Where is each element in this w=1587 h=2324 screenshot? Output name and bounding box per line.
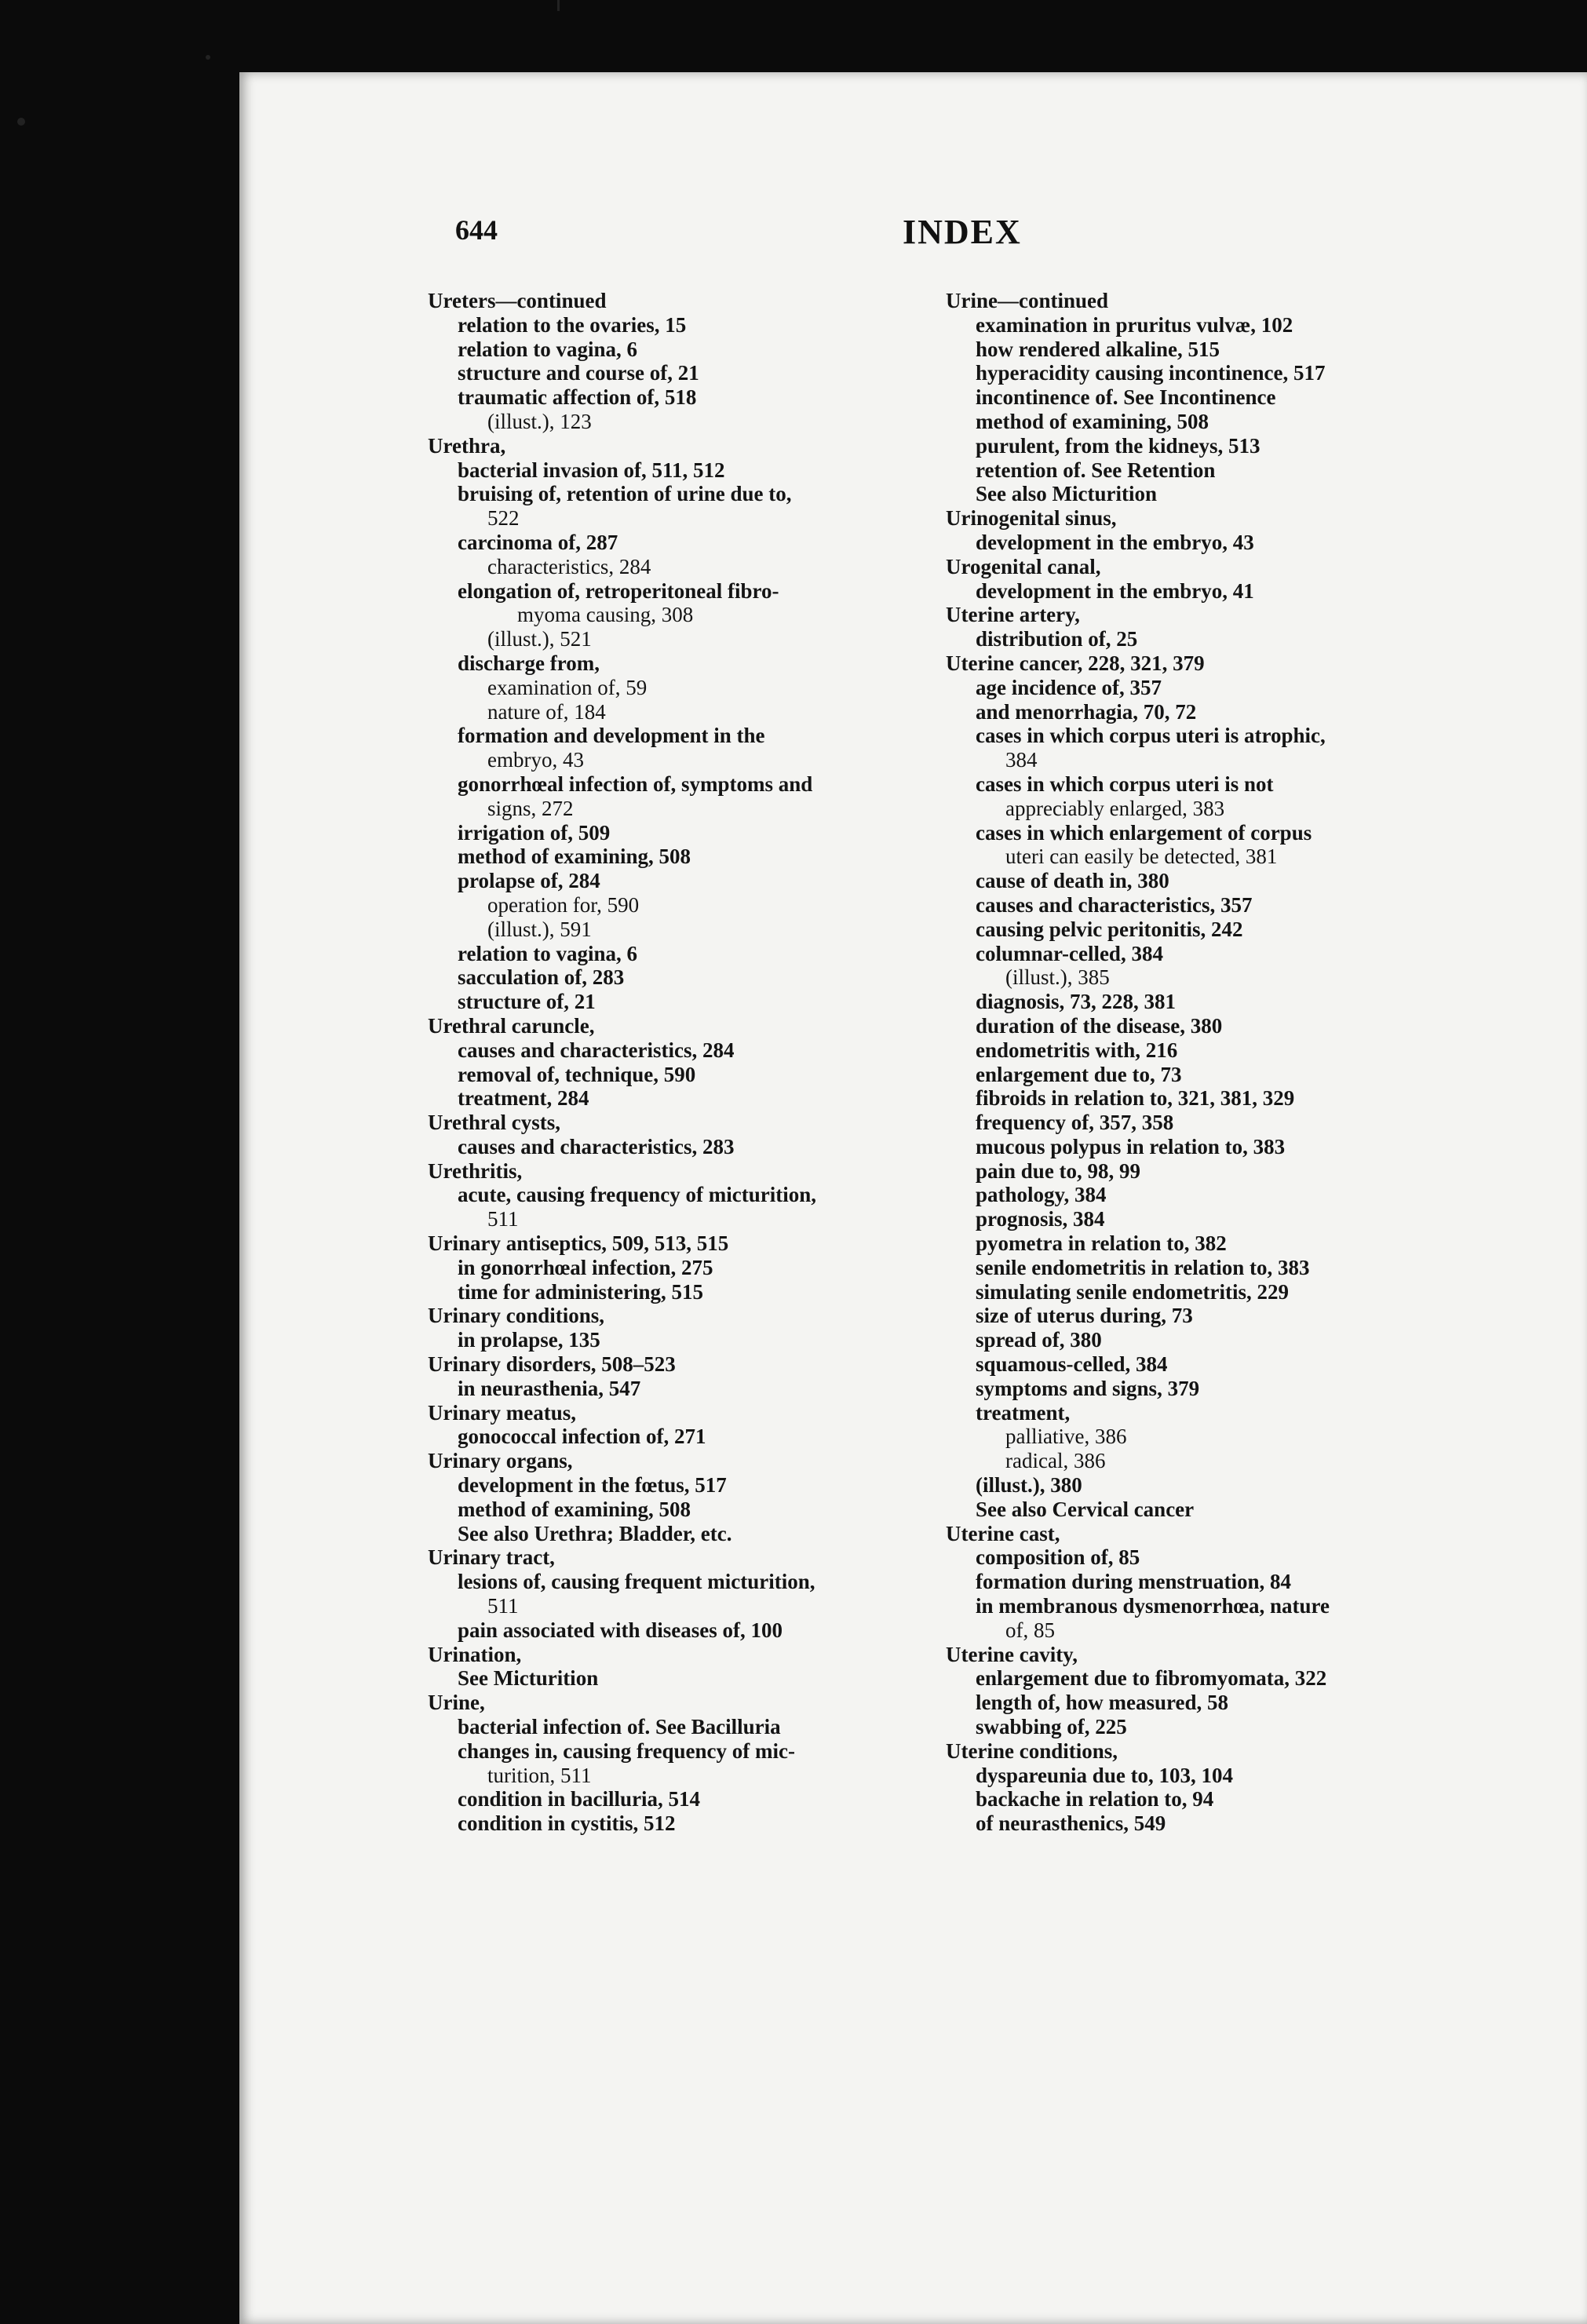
index-entry: method of examining, 508 bbox=[976, 409, 1209, 433]
index-entry: Urethral cysts, bbox=[428, 1111, 560, 1135]
index-entry: cause of death in, 380 bbox=[976, 869, 1169, 893]
index-entry: Urethritis, bbox=[428, 1158, 523, 1183]
index-entry: operation for, 590 bbox=[487, 892, 640, 917]
index-entry: retention of. See Retention bbox=[976, 458, 1216, 482]
index-entry: (illust.), 380 bbox=[976, 1473, 1082, 1498]
index-entry: removal of, technique, 590 bbox=[458, 1062, 696, 1086]
index-entry: palliative, 386 bbox=[1005, 1425, 1127, 1449]
index-entry: Urogenital canal, bbox=[946, 554, 1101, 578]
index-entry: 522 bbox=[487, 506, 520, 531]
index-entry: lesions of, causing frequent micturition, bbox=[458, 1570, 815, 1594]
index-entry: senile endometritis in relation to, 383 bbox=[976, 1255, 1310, 1279]
index-entry: 384 bbox=[1005, 748, 1038, 772]
index-entry: signs, 272 bbox=[487, 796, 574, 820]
index-entry: how rendered alkaline, 515 bbox=[976, 337, 1220, 361]
index-entry: 511 bbox=[487, 1594, 519, 1618]
index-entry: nature of, 184 bbox=[487, 699, 606, 724]
index-entry: See Micturition bbox=[458, 1666, 599, 1691]
index-entry: gonococcal infection of, 271 bbox=[458, 1425, 706, 1449]
index-entry: (illust.), 591 bbox=[487, 917, 592, 941]
index-entry: Uterine artery, bbox=[946, 603, 1080, 627]
index-entry: formation during menstruation, 84 bbox=[976, 1570, 1292, 1594]
index-entry: length of, how measured, 58 bbox=[976, 1691, 1229, 1715]
index-entry: structure of, 21 bbox=[458, 990, 596, 1014]
index-entry: relation to the ovaries, 15 bbox=[458, 312, 687, 337]
index-entry: Urethra, bbox=[428, 433, 506, 458]
index-entry: acute, causing frequency of micturition, bbox=[458, 1183, 816, 1207]
index-entry: method of examining, 508 bbox=[458, 845, 691, 869]
index-entry: condition in bacilluria, 514 bbox=[458, 1787, 701, 1811]
index-entry: in neurasthenia, 547 bbox=[458, 1376, 641, 1400]
index-entry: diagnosis, 73, 228, 381 bbox=[976, 990, 1177, 1014]
index-entry: radical, 386 bbox=[1005, 1449, 1106, 1473]
index-entry: (illust.), 123 bbox=[487, 409, 592, 433]
index-entry: development in the embryo, 43 bbox=[976, 530, 1254, 554]
index-entry: method of examining, 508 bbox=[458, 1497, 691, 1521]
index-entry: Urinary organs, bbox=[428, 1449, 573, 1473]
index-entry: time for administering, 515 bbox=[458, 1279, 703, 1304]
index-entry: Uterine cavity, bbox=[946, 1642, 1078, 1666]
index-entry: relation to vagina, 6 bbox=[458, 941, 637, 965]
index-entry: age incidence of, 357 bbox=[976, 675, 1162, 699]
index-entry: development in the embryo, 41 bbox=[976, 578, 1254, 603]
index-entry: treatment, bbox=[976, 1400, 1071, 1425]
index-entry: irrigation of, 509 bbox=[458, 820, 611, 845]
index-entry: simulating senile endometritis, 229 bbox=[976, 1279, 1289, 1304]
index-entry: treatment, 284 bbox=[458, 1086, 589, 1111]
index-entry: enlargement due to fibromyomata, 322 bbox=[976, 1666, 1327, 1691]
index-entry: enlargement due to, 73 bbox=[976, 1062, 1182, 1086]
index-entry: dyspareunia due to, 103, 104 bbox=[976, 1763, 1234, 1787]
index-entry: See also Urethra; Bladder, etc. bbox=[458, 1521, 732, 1545]
index-entry: Uterine cancer, 228, 321, 379 bbox=[946, 651, 1205, 675]
index-entry: causes and characteristics, 357 bbox=[976, 892, 1253, 917]
index-entry: Urinary antiseptics, 509, 513, 515 bbox=[428, 1231, 729, 1256]
index-entry: endometritis with, 216 bbox=[976, 1038, 1178, 1062]
index-entry: columnar-celled, 384 bbox=[976, 941, 1163, 965]
index-entry: Uterine conditions, bbox=[946, 1738, 1118, 1763]
index-entry: cases in which enlargement of corpus bbox=[976, 820, 1312, 845]
index-entry: Urine, bbox=[428, 1691, 485, 1715]
index-entry: mucous polypus in relation to, 383 bbox=[976, 1134, 1286, 1158]
index-column-right bbox=[946, 289, 1472, 1836]
index-entry: Urine—continued bbox=[946, 289, 1109, 312]
index-entry: See also Micturition bbox=[976, 482, 1157, 506]
index-entry: pain associated with diseases of, 100 bbox=[458, 1618, 783, 1642]
index-entry: myoma causing, 308 bbox=[517, 603, 694, 627]
index-entry: relation to vagina, 6 bbox=[458, 337, 637, 361]
index-entry: and menorrhagia, 70, 72 bbox=[976, 699, 1197, 724]
index-entry: development in the fœtus, 517 bbox=[458, 1473, 727, 1498]
index-entry: examination in pruritus vulvæ, 102 bbox=[976, 312, 1293, 337]
index-entry: traumatic affection of, 518 bbox=[458, 385, 697, 410]
index-entry: size of uterus during, 73 bbox=[976, 1304, 1193, 1328]
index-entry: (illust.), 385 bbox=[1005, 965, 1110, 990]
index-entry: bruising of, retention of urine due to, bbox=[458, 482, 792, 506]
index-entry: in gonorrhœal infection, 275 bbox=[458, 1255, 713, 1279]
index-entry: causes and characteristics, 284 bbox=[458, 1038, 735, 1062]
index-entry: Uterine cast, bbox=[946, 1521, 1060, 1545]
index-entry: duration of the disease, 380 bbox=[976, 1013, 1223, 1038]
index-entry: of neurasthenics, 549 bbox=[976, 1811, 1166, 1836]
index-entry: sacculation of, 283 bbox=[458, 965, 625, 990]
index-entry: backache in relation to, 94 bbox=[976, 1787, 1214, 1811]
index-entry: cases in which corpus uteri is atrophic, bbox=[976, 724, 1326, 748]
index-entry: examination of, 59 bbox=[487, 675, 648, 699]
index-entry: distribution of, 25 bbox=[976, 627, 1138, 651]
index-entry: appreciably enlarged, 383 bbox=[1005, 796, 1225, 820]
index-entry: elongation of, retroperitoneal fibro- bbox=[458, 578, 779, 603]
scan-speck bbox=[17, 118, 25, 126]
index-entry: swabbing of, 225 bbox=[976, 1715, 1127, 1739]
index-entry: Urinary meatus, bbox=[428, 1400, 576, 1425]
index-column-left bbox=[428, 289, 930, 1836]
index-entry: symptoms and signs, 379 bbox=[976, 1376, 1200, 1400]
scan-speck bbox=[206, 55, 210, 60]
index-entry: Urinary tract, bbox=[428, 1545, 555, 1570]
index-entry: composition of, 85 bbox=[976, 1545, 1140, 1570]
scan-speck bbox=[557, 0, 560, 11]
index-entry: structure and course of, 21 bbox=[458, 361, 699, 385]
index-entry: carcinoma of, 287 bbox=[458, 530, 618, 554]
index-entry: prognosis, 384 bbox=[976, 1207, 1105, 1231]
index-entry: causes and characteristics, 283 bbox=[458, 1134, 735, 1158]
index-entry: condition in cystitis, 512 bbox=[458, 1811, 676, 1836]
index-entry: fibroids in relation to, 321, 381, 329 bbox=[976, 1086, 1295, 1111]
index-entry: frequency of, 357, 358 bbox=[976, 1111, 1174, 1135]
running-head-title: INDEX bbox=[903, 213, 1022, 251]
index-entry: turition, 511 bbox=[487, 1763, 592, 1787]
index-entry: uteri can easily be detected, 381 bbox=[1005, 845, 1278, 869]
index-entry: in prolapse, 135 bbox=[458, 1328, 600, 1352]
index-entry: bacterial infection of. See Bacilluria bbox=[458, 1715, 781, 1739]
index-entry: spread of, 380 bbox=[976, 1328, 1102, 1352]
index-entry: Urethral caruncle, bbox=[428, 1013, 595, 1038]
index-entry: formation and development in the bbox=[458, 724, 765, 748]
index-entry: hyperacidity causing incontinence, 517 bbox=[976, 361, 1326, 385]
index-entry: (illust.), 521 bbox=[487, 627, 592, 651]
index-entry: Urinary conditions, bbox=[428, 1304, 605, 1328]
index-entry: characteristics, 284 bbox=[487, 554, 651, 578]
index-entry: causing pelvic peritonitis, 242 bbox=[976, 917, 1243, 941]
page-number: 644 bbox=[455, 214, 498, 246]
index-entry: prolapse of, 284 bbox=[458, 869, 600, 893]
index-entry: pathology, 384 bbox=[976, 1183, 1107, 1207]
index-entry: 511 bbox=[487, 1207, 519, 1231]
index-entry: squamous-celled, 384 bbox=[976, 1352, 1168, 1377]
index-entry: pain due to, 98, 99 bbox=[976, 1158, 1141, 1183]
index-entry: discharge from, bbox=[458, 651, 600, 675]
index-entry: of, 85 bbox=[1005, 1618, 1055, 1642]
index-entry: Urination, bbox=[428, 1642, 522, 1666]
index-entry: pyometra in relation to, 382 bbox=[976, 1231, 1227, 1256]
index-entry: in membranous dysmenorrhœa, nature bbox=[976, 1594, 1330, 1618]
index-entry: Urinogenital sinus, bbox=[946, 506, 1117, 531]
index-entry: See also Cervical cancer bbox=[976, 1497, 1195, 1521]
index-entry: changes in, causing frequency of mic- bbox=[458, 1738, 795, 1763]
index-entry: Ureters—continued bbox=[428, 289, 607, 312]
index-entry: gonorrhœal infection of, symptoms and bbox=[458, 772, 813, 796]
index-entry: bacterial invasion of, 511, 512 bbox=[458, 458, 725, 482]
index-entry: cases in which corpus uteri is not bbox=[976, 772, 1274, 796]
index-entry: purulent, from the kidneys, 513 bbox=[976, 433, 1260, 458]
index-entry: incontinence of. See Incontinence bbox=[976, 385, 1276, 410]
index-entry: embryo, 43 bbox=[487, 748, 584, 772]
index-entry: Urinary disorders, 508–523 bbox=[428, 1352, 676, 1377]
